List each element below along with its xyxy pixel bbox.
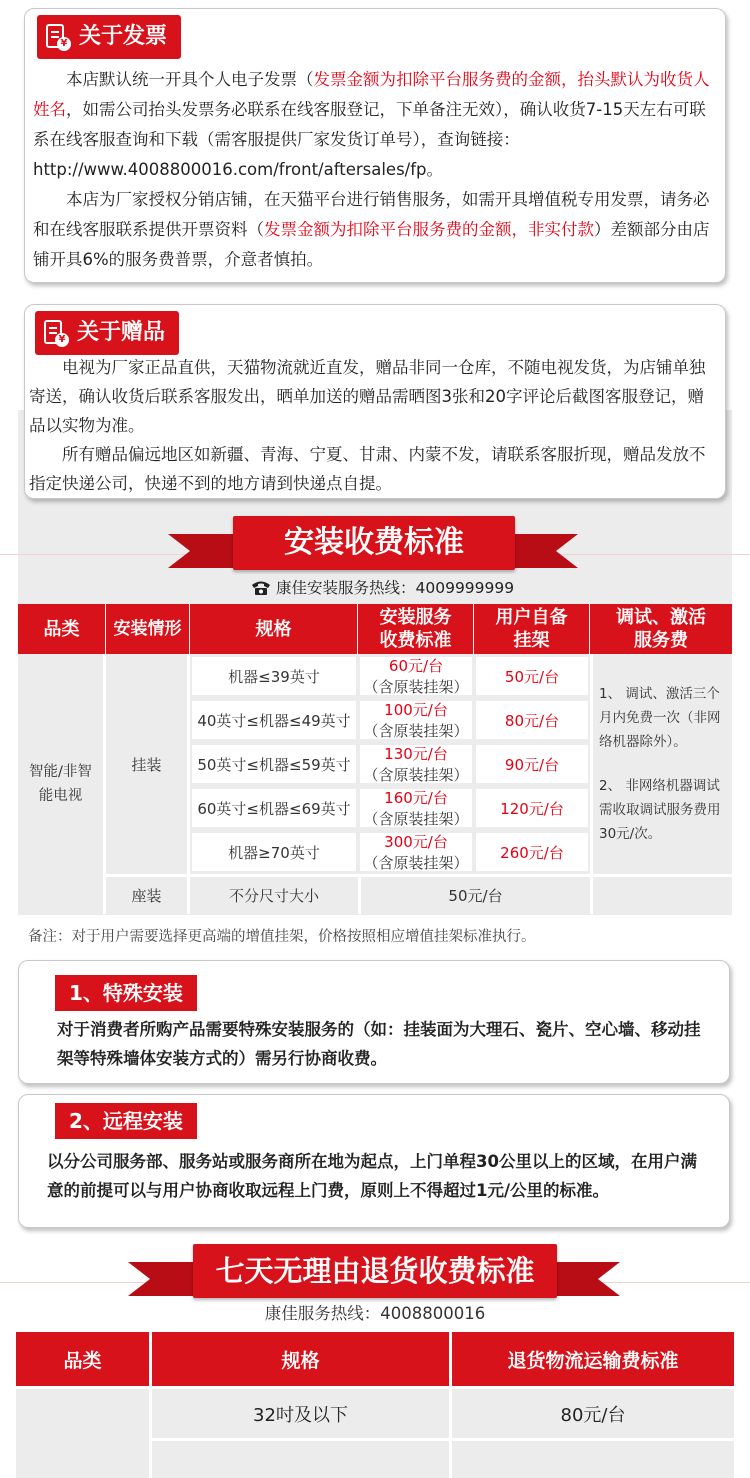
install-table-header — [18, 604, 732, 654]
invoice-p1-highlight: 发票金额为扣除平台服务费的金额，抬头默认为收货人姓名 — [33, 70, 710, 119]
install-own-5: 260元/台 — [476, 833, 588, 871]
returns-header-category: 品类 — [16, 1332, 152, 1386]
gift-paragraph-1: 电视为厂家正品直供，天猫物流就近直发，赠品非同一仓库，不随电视发货，为店铺单独寄送，确认收货后联系客服发出，晒单加送的赠品需晒图3张和20字评论后截图客服登记，赠品以实物为准。 — [29, 358, 706, 435]
install-spec-4: 60英寸≤机器≤69英寸 — [192, 789, 356, 827]
returns-spec-2 — [152, 1438, 452, 1478]
returns-fee-2 — [452, 1438, 734, 1478]
install-fee-5-value: 300元/台 — [384, 833, 448, 851]
returns-table — [16, 1332, 734, 1478]
table-row — [18, 654, 732, 698]
install-spec-5: 机器≥70英寸 — [192, 833, 356, 871]
install-debug-cell — [590, 654, 732, 874]
invoice-p2-text-a: 本店为厂家授权分销店铺，在天猫平台进行销售服务，如需开具增值税专用发票，请务必和在线客服联系提供开票资料（ — [33, 190, 710, 239]
gift-paragraph-2: 所有赠品偏远地区如新疆、青海、宁夏、甘肃、内蒙不发，请联系客服折现，赠品发放不指定快递公司，快递不到的地方请到快递点自提。 — [29, 445, 706, 493]
invoice-p1-text-b: ，如需公司抬头发票务必联系在线客服登记，下单备注无效），确认收货7-15天左右可联系在线客服查询和下载（需客服提供厂家发货订单号），查询链接：http://www.4008800016.com/front/aftersales/fp。 — [33, 100, 706, 179]
install-seat-fee: 50元/台 — [358, 874, 590, 914]
install-seat-type: 座装 — [106, 874, 190, 914]
remote-install-text: 以分公司服务部、服务站或服务商所在地为起点，上门单程30公里以上的区域，在用户满意的前提可以与用户协商收取远程上门费，原则上不得超过1元/公里的标准。 — [47, 1152, 697, 1200]
install-fee-2-note: （含原装挂架） — [363, 722, 469, 740]
invoice-paragraph-2 — [33, 185, 713, 275]
invoice-icon: ¥ — [45, 23, 71, 51]
phone-icon — [250, 578, 272, 596]
install-header-own-mount: 用户自备 挂架 — [474, 604, 590, 654]
table-row — [16, 1386, 734, 1438]
returns-spec-1: 32吋及以下 — [152, 1386, 452, 1438]
special-install-box — [18, 960, 730, 1084]
install-remark: 备注：对于用户需要选择更高端的增值挂架，价格按照相应增值挂架标准执行。 — [28, 929, 536, 945]
install-fee-1 — [360, 657, 472, 695]
install-fee-4-note: （含原装挂架） — [363, 810, 469, 828]
remote-install-tag: 2、远程安装 — [55, 1103, 197, 1139]
remote-install-box — [18, 1094, 730, 1228]
special-install-text: 对于消费者所购产品需要特殊安装服务的（如：挂装面为大理石、瓷片、空心墙、移动挂架等特殊墙体安装方式的）需另行协商收费。 — [57, 1020, 701, 1068]
returns-category-cell — [16, 1386, 152, 1478]
returns-hotline: 康佳服务热线：4008800016 — [264, 1304, 486, 1323]
invoice-badge — [37, 15, 181, 59]
install-fee-5 — [360, 833, 472, 871]
install-fee-3-note: （含原装挂架） — [363, 766, 469, 784]
returns-table-header — [16, 1332, 734, 1386]
install-seat-empty — [590, 874, 732, 914]
install-fee-2 — [360, 701, 472, 739]
install-mount-cell: 挂装 — [106, 654, 190, 874]
install-header-fee: 安装服务 收费标准 — [358, 604, 474, 654]
install-fee-4 — [360, 789, 472, 827]
install-category-text: 智能/非智能电视 — [29, 764, 92, 804]
invoice-p2-text-b: ）差额部分由店铺开具6%的服务费普票，介意者慎拍。 — [33, 220, 710, 269]
install-category-cell — [18, 654, 106, 914]
install-header-debug: 调试、激活 服务费 — [590, 604, 732, 654]
install-spec-1: 机器≤39英寸 — [192, 657, 356, 695]
install-spec-3: 50英寸≤机器≤59英寸 — [192, 745, 356, 783]
install-header-category: 品类 — [18, 604, 106, 654]
install-header-situation: 安装情形 — [106, 604, 190, 654]
install-hotline-text: 康佳安装服务热线：4009999999 — [276, 579, 515, 597]
gift-body — [29, 353, 715, 498]
install-own-4: 120元/台 — [476, 789, 588, 827]
install-own-1: 50元/台 — [476, 657, 588, 695]
install-fee-2-value: 100元/台 — [384, 701, 448, 719]
install-banner — [0, 512, 750, 574]
invoice-p2-highlight: 发票金额为扣除平台服务费的金额，非实付款 — [264, 220, 594, 239]
returns-header-spec: 规格 — [152, 1332, 452, 1386]
install-fee-1-value: 60元/台 — [388, 657, 444, 675]
table-row — [18, 874, 732, 914]
install-banner-title: 安装收费标准 — [233, 516, 515, 570]
install-header-spec: 规格 — [190, 604, 358, 654]
invoice-paragraph-1 — [33, 65, 713, 185]
gift-title: 关于赠品 — [77, 320, 166, 345]
gift-icon: ¥ — [43, 319, 69, 347]
install-fee-1-note: （含原装挂架） — [363, 678, 469, 696]
install-fee-4-value: 160元/台 — [384, 789, 448, 807]
invoice-title: 关于发票 — [79, 24, 168, 49]
returns-header-fee: 退货物流运输费标准 — [452, 1332, 734, 1386]
invoice-body — [33, 65, 713, 275]
install-debug-note-2: 2、 非网络机器调试需收取调试服务费用30元/次。 — [599, 778, 721, 842]
install-spec-2: 40英寸≤机器≤49英寸 — [192, 701, 356, 739]
install-hotline — [250, 576, 514, 598]
returns-banner — [0, 1240, 750, 1302]
install-debug-note-1: 1、 调试、激活三个月内免费一次（非网络机器除外）。 — [599, 686, 721, 750]
invoice-card — [24, 8, 726, 283]
gift-badge — [35, 311, 179, 355]
special-install-tag: 1、特殊安装 — [55, 975, 197, 1011]
invoice-p1-text-a: 本店默认统一开具个人电子发票（ — [66, 70, 314, 89]
install-fee-5-note: （含原装挂架） — [363, 854, 469, 872]
gift-card — [24, 304, 726, 499]
install-fee-3-value: 130元/台 — [384, 745, 448, 763]
returns-fee-1: 80元/台 — [452, 1386, 734, 1438]
install-fee-3 — [360, 745, 472, 783]
install-seat-spec: 不分尺寸大小 — [190, 874, 358, 914]
install-own-2: 80元/台 — [476, 701, 588, 739]
install-own-3: 90元/台 — [476, 745, 588, 783]
returns-banner-title: 七天无理由退货收费标准 — [193, 1244, 557, 1298]
install-table — [18, 604, 732, 914]
